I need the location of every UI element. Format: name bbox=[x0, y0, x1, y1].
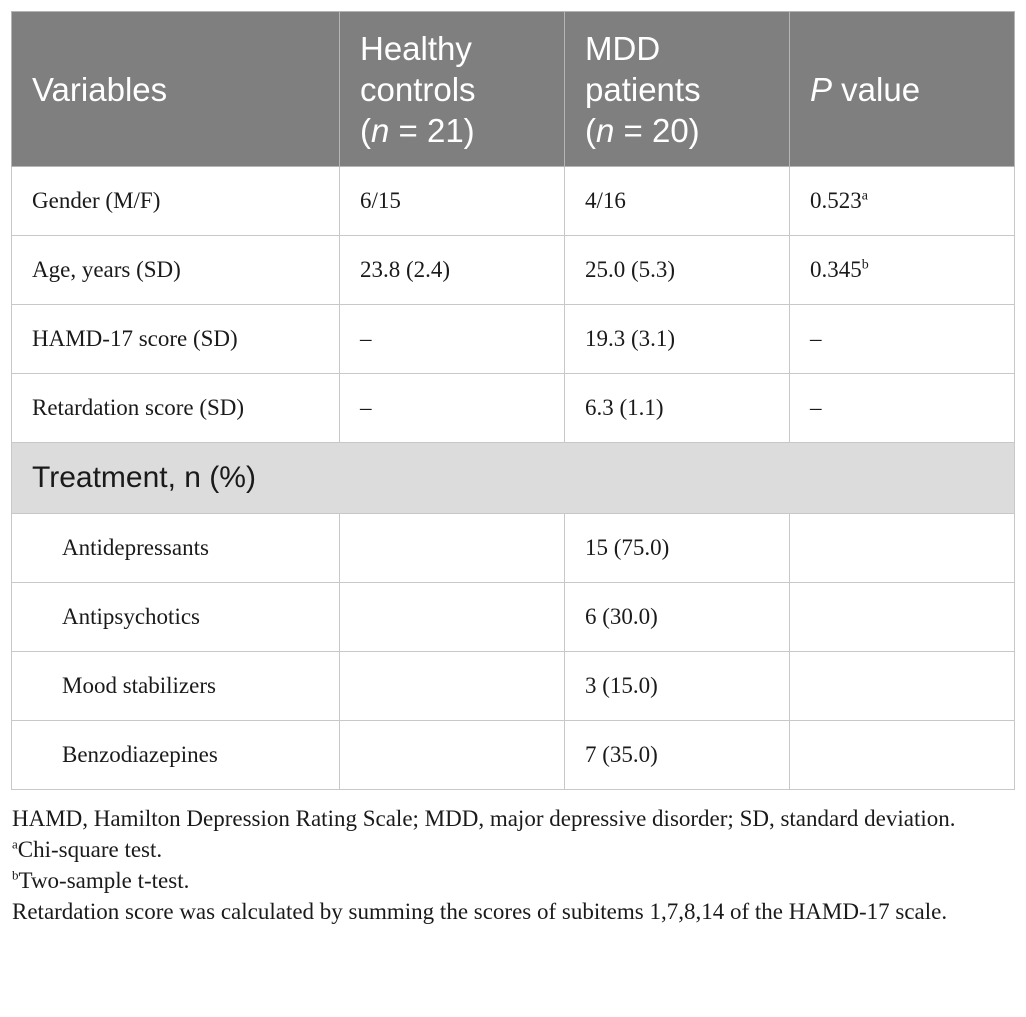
cell-p-value: 0.345$^b$ bbox=[790, 236, 1015, 305]
cell-mdd: 6 (30.0) bbox=[565, 583, 790, 652]
table-row bbox=[12, 721, 1015, 790]
cell-healthy bbox=[340, 721, 565, 790]
cell-mdd: 6.3 (1.1) bbox=[565, 374, 790, 443]
demographics-table bbox=[11, 11, 1015, 790]
table-row bbox=[12, 652, 1015, 721]
cell-healthy bbox=[340, 583, 565, 652]
cell-p-value: – bbox=[790, 305, 1015, 374]
cell-mdd: 4/16 bbox=[565, 167, 790, 236]
table-header bbox=[12, 12, 1015, 167]
cell-healthy bbox=[340, 652, 565, 721]
cell-mdd: 3 (15.0) bbox=[565, 652, 790, 721]
cell-healthy: – bbox=[340, 374, 565, 443]
table-row bbox=[12, 167, 1015, 236]
cell-healthy: – bbox=[340, 305, 565, 374]
table-body bbox=[12, 167, 1015, 790]
header-p-value: P value bbox=[790, 12, 1015, 167]
section-row-treatment bbox=[12, 443, 1015, 514]
cell-healthy: 23.8 (2.4) bbox=[340, 236, 565, 305]
cell-mdd: 19.3 (3.1) bbox=[565, 305, 790, 374]
footnote-marker: a bbox=[861, 188, 868, 204]
cell-mdd: 7 (35.0) bbox=[565, 721, 790, 790]
header-mdd-patients: MDD patients (n = 20) bbox=[565, 12, 790, 167]
cell-variable: Retardation score (SD) bbox=[12, 374, 340, 443]
cell-variable: Mood stabilizers bbox=[12, 652, 340, 721]
table-row bbox=[12, 583, 1015, 652]
table-row bbox=[12, 236, 1015, 305]
footnote-b-marker: b bbox=[12, 867, 19, 883]
cell-healthy bbox=[340, 514, 565, 583]
cell-p-value bbox=[790, 514, 1015, 583]
cell-p-value: – bbox=[790, 374, 1015, 443]
cell-mdd: 25.0 (5.3) bbox=[565, 236, 790, 305]
cell-healthy: 6/15 bbox=[340, 167, 565, 236]
table-row bbox=[12, 305, 1015, 374]
cell-variable: Age, years (SD) bbox=[12, 236, 340, 305]
cell-p-value: 0.523$^a$ bbox=[790, 167, 1015, 236]
cell-variable: Antidepressants bbox=[12, 514, 340, 583]
section-heading: Treatment, n (%) bbox=[12, 443, 1015, 514]
table-row bbox=[12, 514, 1015, 583]
cell-p-value bbox=[790, 721, 1015, 790]
cell-variable: Benzodiazepines bbox=[12, 721, 340, 790]
retardation-score-note: Retardation score was calculated by summing the scores of subitems 1,7,8,14 of the HAMD-17 scale. bbox=[12, 899, 948, 924]
demographics-table-container bbox=[11, 11, 1014, 790]
cell-mdd: 15 (75.0) bbox=[565, 514, 790, 583]
footnote-a-marker: a bbox=[12, 836, 18, 852]
footnote-b: $^b$Two-sample t-test. bbox=[12, 867, 190, 893]
header-variables: Variables bbox=[12, 12, 340, 167]
footnote-marker: b bbox=[861, 257, 869, 273]
table-row bbox=[12, 374, 1015, 443]
cell-p-value bbox=[790, 583, 1015, 652]
cell-variable: Gender (M/F) bbox=[12, 167, 340, 236]
header-healthy-controls: Healthy controls (n = 21) bbox=[340, 12, 565, 167]
header-row bbox=[12, 12, 1015, 167]
footnote-a: $^a$Chi-square test. bbox=[12, 836, 163, 862]
abbreviations-note: HAMD, Hamilton Depression Rating Scale; MDD, major depressive disorder; SD, standard deviation. bbox=[12, 806, 956, 831]
cell-p-value bbox=[790, 652, 1015, 721]
cell-variable: HAMD-17 score (SD) bbox=[12, 305, 340, 374]
table-footnotes bbox=[12, 803, 1014, 927]
cell-variable: Antipsychotics bbox=[12, 583, 340, 652]
